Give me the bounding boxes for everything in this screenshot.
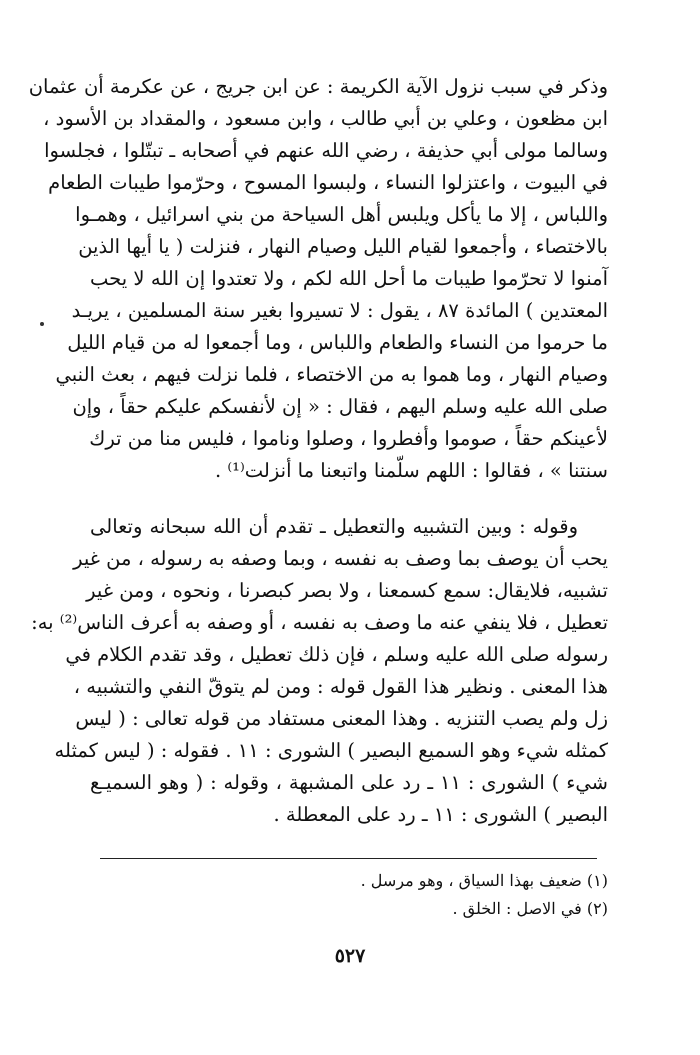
text-line: وذكر في سبب نزول الآية الكريمة : عن ابن جريج ، عن عكرمة أن عثمان	[28, 75, 608, 98]
text-line: كمثله شيء وهو السميع البصير ) الشورى : ١١ . فقوله : ( ليس كمثله	[54, 739, 608, 762]
text-line: هذا المعنى . ونظير هذا القول قوله : ومن لم يتوقّ النفي والتشبيه ،	[73, 675, 608, 698]
footnote-item: (٢) في الاصل : الخلق .	[452, 899, 608, 918]
text-line: وقوله : وبين التشبيه والتعطيل ـ تقدم أن الله سبحانه وتعالى	[90, 515, 578, 538]
margin-mark	[40, 322, 44, 326]
text-line: رسوله صلى الله عليه وسلم ، فإن ذلك تعطيل ، وقد تقدم الكلام في	[65, 643, 608, 666]
footnote-divider	[100, 858, 597, 859]
text-line: البصير ) الشورى : ١١ ـ رد على المعطلة .	[273, 803, 608, 826]
text-line: شيء ) الشورى : ١١ ـ رد على المشبهة ، وقوله : ( وهو السميـع	[90, 771, 608, 794]
text-line: وصيام النهار ، وما هموا به من الاختصاء ، فلما نزلت فيهم ، بعث النبي	[55, 363, 608, 386]
text-line: سنتنا » ، فقالوا : اللهم سلّمنا واتبعنا ما أنزلت⁽¹⁾ .	[214, 459, 608, 482]
footnote-item: (١) ضعيف بهذا السياق ، وهو مرسل .	[360, 871, 608, 890]
text-line: ابن مظعون ، وعلي بن أبي طالب ، وابن مسعود ، والمقداد بن الأسود ،	[43, 107, 608, 130]
text-line: وسالما مولى أبي حذيفة ، رضي الله عنهم في أصحابه ـ تبتّلوا ، فجلسوا	[44, 139, 608, 162]
page-number: ٥٢٧	[334, 945, 366, 967]
text-line: يحب أن يوصف بما وصف به نفسه ، وبما وصفه به رسوله ، من غير	[73, 547, 608, 570]
text-line: في البيوت ، واعتزلوا النساء ، ولبسوا المسوح ، وحرّموا طيبات الطعام	[48, 171, 608, 194]
text-line: بالاختصاء ، وأجمعوا لقيام الليل وصيام النهار ، فنزلت ( يا أيها الذين	[78, 235, 608, 258]
text-line: تشبيه، فلايقال: سمع كسمعنا ، ولا بصر كبصرنا ، ونحوه ، ومن غير	[86, 579, 608, 602]
text-line: ما حرموا من النساء والطعام واللباس ، وما أجمعوا له من قيام الليل	[67, 331, 608, 354]
text-line: صلى الله عليه وسلم اليهم ، فقال : « إن لأنفسكم عليكم حقاً ، وإن	[72, 395, 608, 418]
text-line: واللباس ، إلا ما يأكل ويلبس أهل السياحة من بني اسرائيل ، وهمـوا	[75, 203, 608, 226]
text-line: المعتدين ) المائدة ٨٧ ، يقول : لا تسيروا بغير سنة المسلمين ، يريـد	[71, 299, 608, 322]
text-line: زل ولم يصب التنزيه . وهذا المعنى مستفاد من قوله تعالى : ( ليس	[75, 707, 608, 730]
text-line: تعطيل ، فلا ينفي عنه ما وصف به نفسه ، أو وصفه به أعرف الناس⁽²⁾ به:	[31, 611, 608, 634]
text-line: لأعينكم حقاً ، صوموا وأفطروا ، وصلوا وناموا ، فليس منا من ترك	[89, 427, 608, 450]
text-line: آمنوا لا تحرّموا طيبات ما أحل الله لكم ، ولا تعتدوا إن الله لا يحب	[90, 267, 608, 290]
